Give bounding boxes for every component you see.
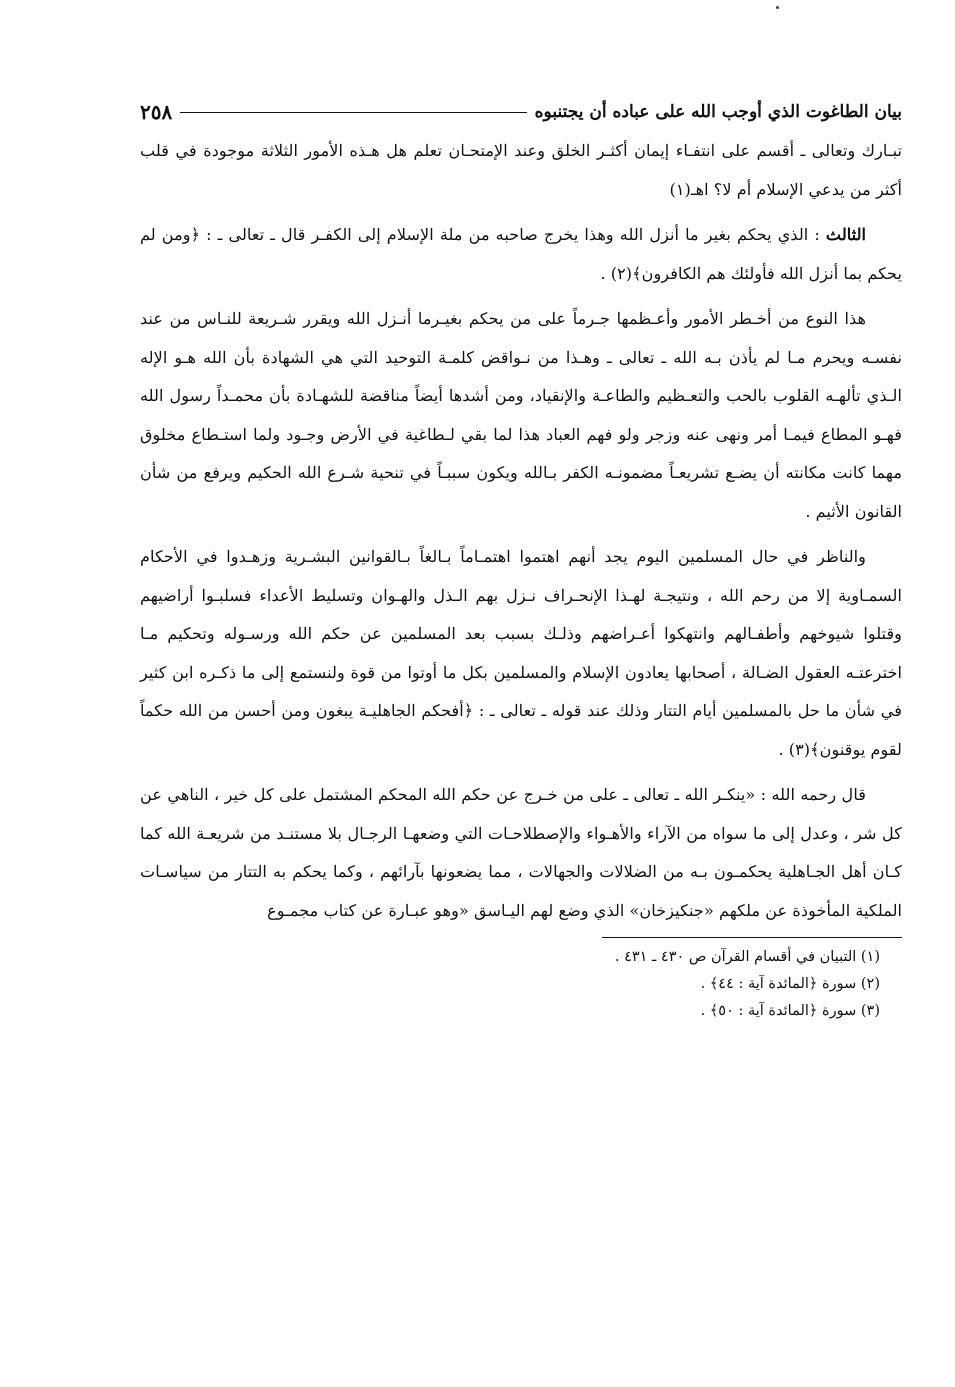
- paragraph-lead: الثالث: [825, 225, 866, 244]
- paragraph-2: [140, 216, 902, 293]
- main-text: [140, 132, 902, 930]
- paragraph-text: قال رحمه الله : «ينكـر الله ـ تعالى ـ على من خـرج عن حكم الله المحكم المشتمل على كل خير ، الناهي عن كل شر ، وعدل إلى ما سواه من الآراء والأهـواء والإصطلاحـات التي وضعهـا الرجـال بلا مستنـد من شريعـة الله كما كـان أهل الجـاهلية يحكمـون بـه من الضلالات والجهالات ، مما يضعونها بآرائهم ، وكما يحكم به التتار من سياسـات الملكية المأخوذة عن ملكهم «جنكيزخان» الذي وضع لهم اليـاسق «وهو عبـارة عن كتاب مجمـوع: [140, 785, 902, 920]
- paragraph-text: تبـارك وتعالى ـ أقسم على انتفـاء إيمان أكثـر الخلق وعند الإمتحـان تعلم هل هـذه الأمور الثلاثة موجودة في قلب أكثر من يدعي الإسلام أم لا؟ اهـ(١): [140, 141, 902, 199]
- footnote-1: (١) التبيان في أقسام القرآن ص ٤٣٠ ـ ٤٣١ .: [614, 949, 880, 965]
- paragraph-5: [140, 776, 902, 930]
- book-page: [140, 92, 902, 1025]
- running-head-title: بيان الطاغوت الذي أوجب الله على عباده أن يجتنبوه: [534, 102, 902, 122]
- paragraph-text: والناظر في حال المسلمين اليوم يجد أنهم اهتموا اهتمـاماً بـالغاً بـالقوانين البشـرية وزهـدوا في الأحكام السمـاوية إلا من رحم الله ، ونتيجـة لهـذا الإنحـراف نـزل بهم الـذل والهـوان وتسليط الأعداء فسلبـوا أراضيهم وقتلوا شيوخهم وأطفـالهم وانتهكوا أعـراضهم وذلـك بسبب بعد المسلمين عن حكم الله ورسـوله وتحكيم مـا اخترعتـه العقول الضـالة ، أصحابها يعادون الإسلام والمسلمين بكل ما أوتوا من قوة ولنستمع إلى ما ذكـره ابن كثير في شأن ما حل بالمسلمين أيام التتار وذلك عند قوله ـ تعالى ـ : ﴿أفحكم الجاهليـة يبغون ومن أحسن من الله حكماً لقوم يوقنون﴾(٣) .: [140, 547, 902, 759]
- paragraph-text: : الذي يحكم بغير ما أنزل الله وهذا يخرج صاحبه من ملة الإسلام إلى الكفـر قال ـ تعالى ـ : ﴿ومن لم يحكم بما أنزل الله فأولئك هم الكافرون﴾(٢) .: [140, 225, 902, 283]
- paragraph-4: [140, 538, 902, 769]
- running-head: [140, 92, 902, 132]
- paragraph-text: هذا النوع من أخـطر الأمور وأعـظمها جـرماً على من يحكم بغيـرما أنـزل الله ويقرر شـريعة للنـاس من عند نفسـه ويحرم مـا لم يأذن بـه الله ـ تعالى ـ وهـذا من نـواقض كلمـة التوحيد التي هي الشهادة بأن الله هـو الإله الـذي تألهـه القلوب بالحب والتعـظيم والطاعـة والإنقياد، ومن أشدها أيضاً مناقضة للشهـادة بأن محمـداً رسول الله فهـو المطاع فيمـا أمر ونهى عنه وزجر ولو فهم العباد هذا لما بقي لـطاغية في الأرض وجـود ولما استـطاع مخلوق مهما كانت مكانته أن يضـع تشريعـاً مضمونـه الكفر بـالله ويكون سببـاً في تنحية شـرع الله الحكيم ويرفع من شأن القانون الأثيم .: [140, 309, 903, 521]
- running-head-rule: [180, 112, 526, 113]
- paragraph-1: [140, 132, 902, 209]
- footnote-2: (٢) سورة ﴿المائدة آية : ٤٤﴾ .: [700, 976, 880, 992]
- footnote-separator: [602, 937, 902, 938]
- paragraph-3: [140, 300, 902, 531]
- scan-speck: [776, 6, 779, 9]
- page-number: ٢٥٨: [140, 100, 173, 124]
- footnote-3: (٣) سورة ﴿المائدة آية : ٥٠﴾ .: [700, 1003, 880, 1019]
- footnotes: [140, 944, 902, 1025]
